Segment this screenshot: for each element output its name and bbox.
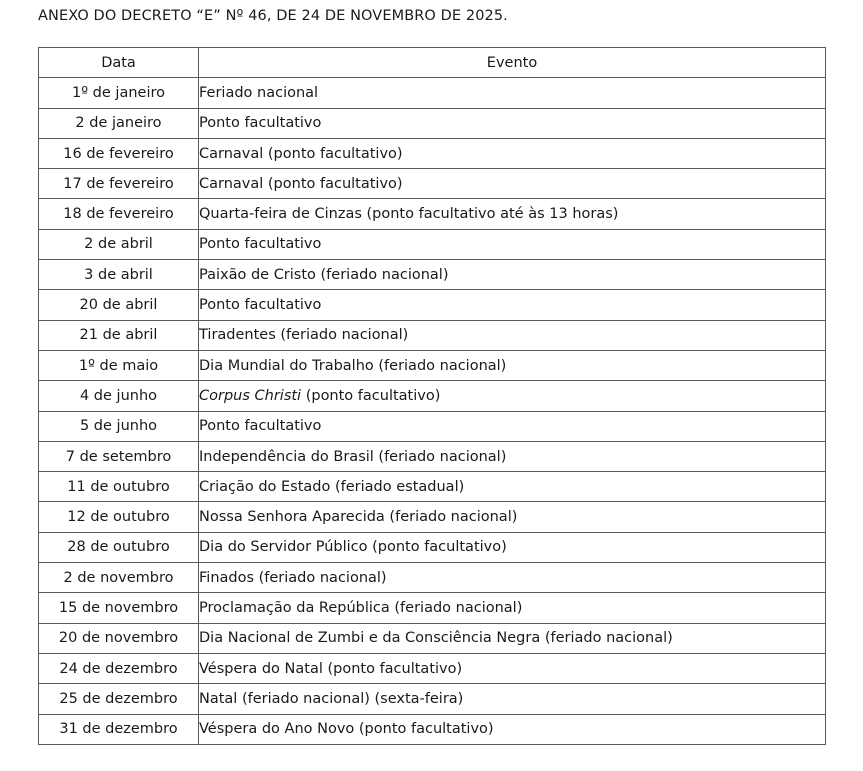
table-row: [39, 472, 826, 502]
date-cell: 12 de outubro: [39, 502, 199, 532]
header-date: Data: [39, 48, 199, 78]
date-cell: 1º de maio: [39, 350, 199, 380]
event-cell: Finados (feriado nacional): [199, 563, 826, 593]
event-cell: Criação do Estado (feriado estadual): [199, 472, 826, 502]
date-cell: 28 de outubro: [39, 532, 199, 562]
event-cell: Independência do Brasil (feriado nacional): [199, 441, 826, 471]
event-cell: Carnaval (ponto facultativo): [199, 138, 826, 168]
event-cell: Véspera do Natal (ponto facultativo): [199, 653, 826, 683]
date-cell: 16 de fevereiro: [39, 138, 199, 168]
table-row: [39, 563, 826, 593]
date-cell: 5 de junho: [39, 411, 199, 441]
table-row: [39, 714, 826, 744]
table-row: [39, 381, 826, 411]
table-row: [39, 502, 826, 532]
date-cell: 1º de janeiro: [39, 78, 199, 108]
table-row: [39, 78, 826, 108]
event-cell: Proclamação da República (feriado nacional): [199, 593, 826, 623]
event-italic-text: Corpus Christi: [199, 387, 302, 404]
event-cell: Dia Mundial do Trabalho (feriado nacional): [199, 350, 826, 380]
date-cell: 2 de abril: [39, 229, 199, 259]
table-row: [39, 684, 826, 714]
table-row: [39, 411, 826, 441]
event-text: (ponto facultativo): [301, 387, 441, 404]
table-row: [39, 108, 826, 138]
event-cell: Ponto facultativo: [199, 108, 826, 138]
event-cell: Nossa Senhora Aparecida (feriado nacional): [199, 502, 826, 532]
table-row: [39, 593, 826, 623]
event-cell: Tiradentes (feriado nacional): [199, 320, 826, 350]
event-cell: Paixão de Cristo (feriado nacional): [199, 260, 826, 290]
document-title: ANEXO DO DECRETO “E” Nº 46, DE 24 DE NOVEMBRO DE 2025.: [38, 8, 508, 24]
event-cell: Ponto facultativo: [199, 229, 826, 259]
date-cell: 4 de junho: [39, 381, 199, 411]
event-cell: Natal (feriado nacional) (sexta-feira): [199, 684, 826, 714]
event-cell: Quarta-feira de Cinzas (ponto facultativo até às 13 horas): [199, 199, 826, 229]
event-cell: Véspera do Ano Novo (ponto facultativo): [199, 714, 826, 744]
date-cell: 7 de setembro: [39, 441, 199, 471]
date-cell: 24 de dezembro: [39, 653, 199, 683]
date-cell: 31 de dezembro: [39, 714, 199, 744]
table-row: [39, 532, 826, 562]
table-row: [39, 441, 826, 471]
table-body: [39, 78, 826, 745]
table-row: [39, 350, 826, 380]
event-cell: [199, 381, 826, 411]
date-cell: 2 de novembro: [39, 563, 199, 593]
date-cell: 11 de outubro: [39, 472, 199, 502]
table-row: [39, 169, 826, 199]
date-cell: 2 de janeiro: [39, 108, 199, 138]
date-cell: 15 de novembro: [39, 593, 199, 623]
table-row: [39, 199, 826, 229]
event-cell: Ponto facultativo: [199, 290, 826, 320]
table-row: [39, 623, 826, 653]
table-row: [39, 138, 826, 168]
event-cell: Dia do Servidor Público (ponto facultativo): [199, 532, 826, 562]
event-cell: Ponto facultativo: [199, 411, 826, 441]
header-row: [39, 48, 826, 78]
table-row: [39, 260, 826, 290]
holiday-table: [38, 47, 826, 745]
date-cell: 20 de abril: [39, 290, 199, 320]
table-row: [39, 290, 826, 320]
date-cell: 18 de fevereiro: [39, 199, 199, 229]
date-cell: 3 de abril: [39, 260, 199, 290]
date-cell: 20 de novembro: [39, 623, 199, 653]
table-row: [39, 653, 826, 683]
event-cell: Feriado nacional: [199, 78, 826, 108]
date-cell: 21 de abril: [39, 320, 199, 350]
event-cell: Carnaval (ponto facultativo): [199, 169, 826, 199]
table-row: [39, 320, 826, 350]
table-header: [39, 48, 826, 78]
header-event: Evento: [199, 48, 826, 78]
date-cell: 25 de dezembro: [39, 684, 199, 714]
table-row: [39, 229, 826, 259]
date-cell: 17 de fevereiro: [39, 169, 199, 199]
event-cell: Dia Nacional de Zumbi e da Consciência Negra (feriado nacional): [199, 623, 826, 653]
